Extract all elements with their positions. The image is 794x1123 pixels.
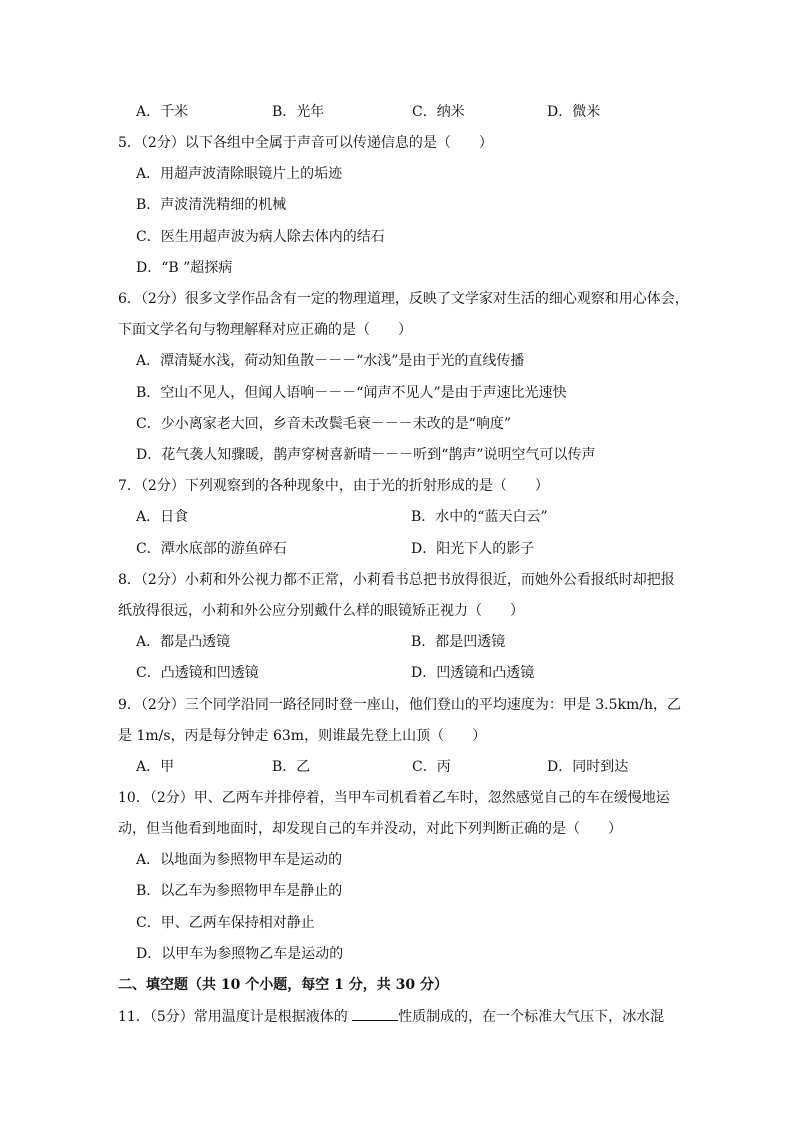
q8-option-b: B．都是凹透镜: [411, 634, 506, 650]
q10-option-d: D．以甲车为参照物乙车是运动的: [136, 946, 344, 962]
q6-stem-line1: 6．（2分）很多文学作品含有一定的物理道理，反映了文学家对生活的细心观察和用心体会，: [118, 291, 689, 307]
q11-stem: [118, 1008, 664, 1026]
q6-option-b: B．空山不见人，但闻人语响－－－“闻声不见人”是由于声速比光速快: [136, 385, 567, 401]
q9-option-c: C．丙: [412, 759, 451, 775]
q4-option-a: A．千米: [136, 104, 189, 120]
q8-option-d: D．凹透镜和凸透镜: [411, 665, 535, 681]
q11-stem-post: 性质制成的，在一个标准大气压下，冰水混: [398, 1009, 665, 1025]
q8-stem-line2: 纸放得很远，小莉和外公应分别戴什么样的眼镜矫正视力（ ）: [118, 603, 524, 619]
q7-option-a: A．日食: [136, 509, 189, 525]
q8-option-c: C．凸透镜和凹透镜: [136, 665, 259, 681]
q6-option-c: C．少小离家老大回，乡音未改鬓毛衰－－－未改的是“响度”: [136, 416, 512, 432]
q9-option-d: D．同时到达: [547, 759, 629, 775]
section-heading-fill-in: 二、填空题（共 10 个小题，每空 1 分，共 30 分）: [118, 977, 448, 993]
q5-option-b: B．声波清洗精细的机械: [136, 197, 287, 213]
q9-option-b: B．乙: [272, 759, 311, 775]
q5-stem: 5．（2分）以下各组中全属于声音可以传递信息的是（ ）: [118, 135, 493, 151]
q10-stem-line2: 动，但当他看到地面时，却发现自己的车并没动，对此下列判断正确的是（ ）: [118, 821, 622, 837]
q7-option-c: C．潭水底部的游鱼碎石: [136, 541, 287, 557]
q5-option-a: A．用超声波清除眼镜片上的垢迹: [136, 166, 343, 182]
q4-option-c: C．纳米: [412, 104, 465, 120]
q4-option-b: B．光年: [272, 104, 325, 120]
q7-option-b: B．水中的“蓝天白云”: [411, 509, 548, 525]
q6-stem-line2: 下面文学名句与物理解释对应正确的是（ ）: [118, 322, 412, 338]
q8-option-a: A．都是凸透镜: [136, 634, 231, 650]
q4-option-d: D．微米: [547, 104, 601, 120]
q9-stem-line2: 是 1m/s，丙是每分钟走 63m，则谁最先登上山顶（ ）: [118, 728, 487, 744]
q5-option-d: D．“B ”超探病: [136, 260, 233, 276]
q10-option-b: B．以乙车为参照物甲车是静止的: [136, 883, 343, 899]
q11-stem-pre: 11．（5分）常用温度计是根据液体的: [118, 1009, 353, 1025]
q6-option-d: D．花气袭人知骤暖，鹊声穿树喜新晴－－－听到“鹊声”说明空气可以传声: [136, 447, 596, 463]
q11-answer-blank[interactable]: [352, 1008, 398, 1021]
q10-option-a: A．以地面为参照物甲车是运动的: [136, 852, 343, 868]
q7-option-d: D．阳光下人的影子: [411, 541, 535, 557]
q9-stem-line1: 9．（2分）三个同学沿同一路径同时登一座山，他们登山的平均速度为：甲是 3.5km/h，乙: [118, 697, 682, 713]
q8-stem-line1: 8．（2分）小莉和外公视力都不正常，小莉看书总把书放得很近，而她外公看报纸时却把报: [118, 572, 675, 588]
q5-option-c: C．医生用超声波为病人除去体内的结石: [136, 229, 385, 245]
q7-stem: 7．（2分）下列观察到的各种现象中，由于光的折射形成的是（ ）: [118, 478, 549, 494]
q6-option-a: A．潭清疑水浅，荷动知鱼散－－－“水浅”是由于光的直线传播: [136, 353, 525, 369]
q10-stem-line1: 10．（2分）甲、乙两车并排停着，当甲车司机看着乙车时，忽然感觉自己的车在缓慢地运: [118, 790, 670, 806]
q10-option-c: C．甲、乙两车保持相对静止: [136, 915, 315, 931]
q9-option-a: A．甲: [136, 759, 175, 775]
